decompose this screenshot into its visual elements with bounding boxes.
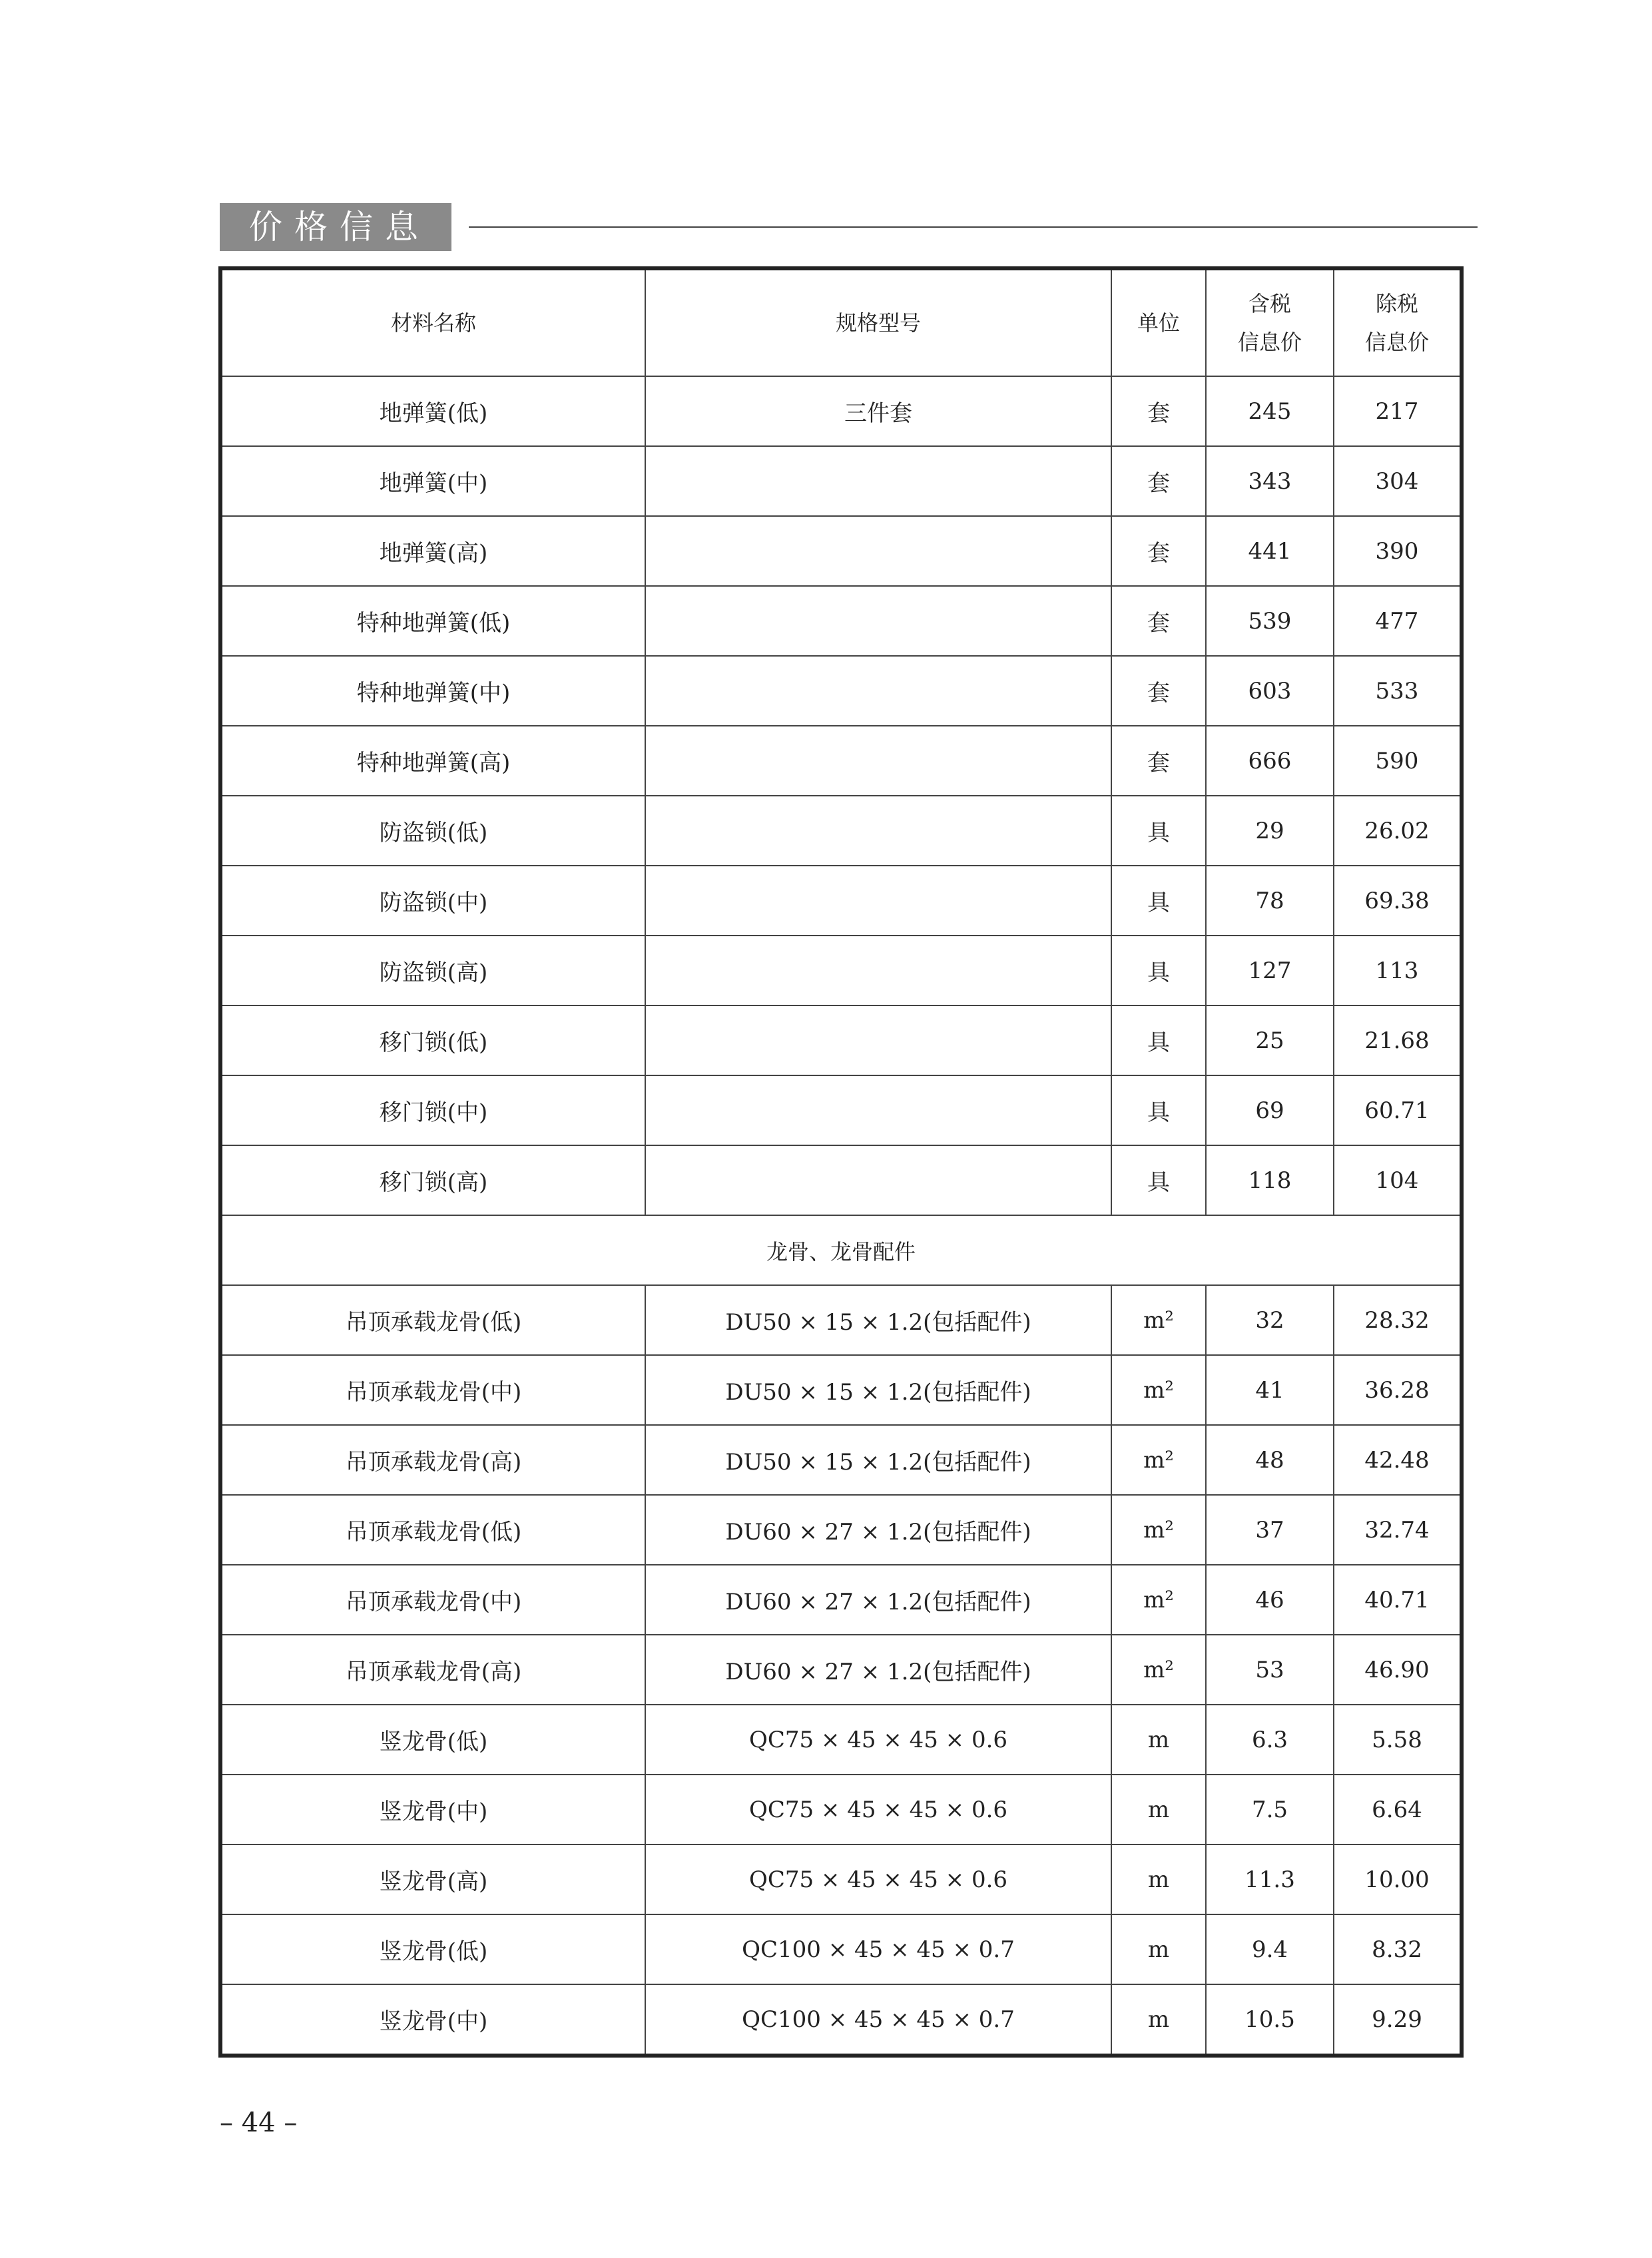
- cell-price-tax: 25: [1206, 1005, 1334, 1075]
- cell-price-tax: 118: [1206, 1145, 1334, 1215]
- cell-price-tax: 78: [1206, 866, 1334, 936]
- cell-price-notax: 533: [1334, 656, 1462, 726]
- cell-name: 竖龙骨(低): [220, 1705, 645, 1775]
- table-row: [220, 1005, 1462, 1075]
- cell-unit: m²: [1111, 1495, 1206, 1565]
- cell-unit: 具: [1111, 1075, 1206, 1145]
- cell-spec: DU50 × 15 × 1.2(包括配件): [645, 1285, 1111, 1355]
- cell-price-tax: 46: [1206, 1565, 1334, 1635]
- table-row: [220, 1635, 1462, 1705]
- cell-name: 移门锁(中): [220, 1075, 645, 1145]
- cell-unit: 套: [1111, 516, 1206, 586]
- cell-price-notax: 590: [1334, 726, 1462, 796]
- cell-price-tax: 32: [1206, 1285, 1334, 1355]
- cell-price-notax: 26.02: [1334, 796, 1462, 866]
- cell-price-notax: 390: [1334, 516, 1462, 586]
- cell-unit: m²: [1111, 1285, 1206, 1355]
- cell-price-tax: 53: [1206, 1635, 1334, 1705]
- cell-unit: 具: [1111, 1005, 1206, 1075]
- table-row: [220, 1285, 1462, 1355]
- cell-spec: [645, 726, 1111, 796]
- table-row: [220, 1705, 1462, 1775]
- cell-name: 防盗锁(中): [220, 866, 645, 936]
- cell-price-tax: 10.5: [1206, 1984, 1334, 2056]
- cell-spec: QC100 × 45 × 45 × 0.7: [645, 1984, 1111, 2056]
- cell-price-notax: 6.64: [1334, 1775, 1462, 1844]
- cell-unit: m²: [1111, 1425, 1206, 1495]
- cell-price-tax: 6.3: [1206, 1705, 1334, 1775]
- cell-unit: m²: [1111, 1355, 1206, 1425]
- cell-spec: DU60 × 27 × 1.2(包括配件): [645, 1635, 1111, 1705]
- table-row: [220, 726, 1462, 796]
- cell-price-notax: 21.68: [1334, 1005, 1462, 1075]
- table-row: [220, 1075, 1462, 1145]
- cell-price-notax: 8.32: [1334, 1914, 1462, 1984]
- column-header-price-notax: 除税 信息价: [1334, 268, 1462, 376]
- cell-name: 特种地弹簧(低): [220, 586, 645, 656]
- cell-spec: [645, 1145, 1111, 1215]
- header-rule: [469, 226, 1478, 228]
- cell-unit: m²: [1111, 1635, 1206, 1705]
- table-row: [220, 866, 1462, 936]
- cell-price-tax: 603: [1206, 656, 1334, 726]
- cell-unit: m: [1111, 1775, 1206, 1844]
- cell-price-tax: 48: [1206, 1425, 1334, 1495]
- cell-spec: [645, 796, 1111, 866]
- cell-unit: 套: [1111, 446, 1206, 516]
- table-header-row: [220, 268, 1462, 376]
- cell-name: 防盗锁(低): [220, 796, 645, 866]
- cell-price-tax: 41: [1206, 1355, 1334, 1425]
- cell-spec: DU50 × 15 × 1.2(包括配件): [645, 1425, 1111, 1495]
- cell-price-tax: 666: [1206, 726, 1334, 796]
- cell-price-tax: 11.3: [1206, 1844, 1334, 1914]
- cell-spec: [645, 1075, 1111, 1145]
- cell-unit: 套: [1111, 586, 1206, 656]
- cell-unit: m: [1111, 1844, 1206, 1914]
- table-row: [220, 1495, 1462, 1565]
- cell-price-tax: 245: [1206, 376, 1334, 446]
- cell-price-notax: 304: [1334, 446, 1462, 516]
- table-row: [220, 446, 1462, 516]
- cell-name: 移门锁(高): [220, 1145, 645, 1215]
- cell-price-tax: 7.5: [1206, 1775, 1334, 1844]
- cell-spec: DU50 × 15 × 1.2(包括配件): [645, 1355, 1111, 1425]
- cell-price-tax: 9.4: [1206, 1914, 1334, 1984]
- table-row: [220, 1775, 1462, 1844]
- cell-spec: 三件套: [645, 376, 1111, 446]
- cell-name: 竖龙骨(中): [220, 1984, 645, 2056]
- table-row: [220, 1145, 1462, 1215]
- cell-name: 吊顶承载龙骨(中): [220, 1565, 645, 1635]
- cell-price-notax: 32.74: [1334, 1495, 1462, 1565]
- table-row: [220, 936, 1462, 1005]
- cell-price-notax: 69.38: [1334, 866, 1462, 936]
- cell-name: 防盗锁(高): [220, 936, 645, 1005]
- cell-unit: 具: [1111, 866, 1206, 936]
- cell-unit: m: [1111, 1914, 1206, 1984]
- cell-name: 吊顶承载龙骨(中): [220, 1355, 645, 1425]
- cell-name: 竖龙骨(中): [220, 1775, 645, 1844]
- cell-spec: QC100 × 45 × 45 × 0.7: [645, 1914, 1111, 1984]
- table-section-row: [220, 1215, 1462, 1285]
- table-body: [220, 376, 1462, 2056]
- cell-unit: 套: [1111, 376, 1206, 446]
- cell-name: 竖龙骨(低): [220, 1914, 645, 1984]
- cell-price-tax: 29: [1206, 796, 1334, 866]
- table-row: [220, 1565, 1462, 1635]
- cell-name: 吊顶承载龙骨(高): [220, 1635, 645, 1705]
- cell-price-notax: 46.90: [1334, 1635, 1462, 1705]
- cell-name: 竖龙骨(高): [220, 1844, 645, 1914]
- price-table: [218, 266, 1464, 2058]
- cell-name: 地弹簧(低): [220, 376, 645, 446]
- cell-price-tax: 69: [1206, 1075, 1334, 1145]
- cell-spec: QC75 × 45 × 45 × 0.6: [645, 1705, 1111, 1775]
- cell-price-notax: 36.28: [1334, 1355, 1462, 1425]
- cell-spec: [645, 866, 1111, 936]
- cell-price-notax: 113: [1334, 936, 1462, 1005]
- cell-name: 地弹簧(中): [220, 446, 645, 516]
- cell-spec: DU60 × 27 × 1.2(包括配件): [645, 1565, 1111, 1635]
- cell-spec: QC75 × 45 × 45 × 0.6: [645, 1775, 1111, 1844]
- column-header-name: 材料名称: [220, 268, 645, 376]
- cell-name: 移门锁(低): [220, 1005, 645, 1075]
- table-row: [220, 796, 1462, 866]
- cell-price-notax: 40.71: [1334, 1565, 1462, 1635]
- cell-price-tax: 539: [1206, 586, 1334, 656]
- cell-name: 吊顶承载龙骨(高): [220, 1425, 645, 1495]
- table-row: [220, 1425, 1462, 1495]
- cell-name: 特种地弹簧(高): [220, 726, 645, 796]
- table-row: [220, 1984, 1462, 2056]
- cell-price-tax: 37: [1206, 1495, 1334, 1565]
- cell-unit: 具: [1111, 936, 1206, 1005]
- cell-price-tax: 441: [1206, 516, 1334, 586]
- section-label: 龙骨、龙骨配件: [220, 1215, 1462, 1285]
- cell-price-notax: 60.71: [1334, 1075, 1462, 1145]
- page-number: – 44 –: [220, 2108, 298, 2138]
- cell-spec: [645, 1005, 1111, 1075]
- table-row: [220, 516, 1462, 586]
- cell-spec: [645, 516, 1111, 586]
- cell-unit: 具: [1111, 796, 1206, 866]
- cell-price-tax: 343: [1206, 446, 1334, 516]
- section-header: [220, 203, 1478, 251]
- table-row: [220, 376, 1462, 446]
- cell-price-notax: 5.58: [1334, 1705, 1462, 1775]
- table-row: [220, 586, 1462, 656]
- column-header-spec: 规格型号: [645, 268, 1111, 376]
- cell-name: 特种地弹簧(中): [220, 656, 645, 726]
- table-row: [220, 1355, 1462, 1425]
- cell-name: 地弹簧(高): [220, 516, 645, 586]
- section-title: 价格信息: [220, 203, 451, 251]
- cell-spec: [645, 936, 1111, 1005]
- cell-price-notax: 104: [1334, 1145, 1462, 1215]
- cell-spec: QC75 × 45 × 45 × 0.6: [645, 1844, 1111, 1914]
- cell-price-notax: 10.00: [1334, 1844, 1462, 1914]
- table-row: [220, 1914, 1462, 1984]
- cell-spec: [645, 656, 1111, 726]
- cell-spec: [645, 586, 1111, 656]
- cell-unit: m: [1111, 1705, 1206, 1775]
- column-header-unit: 单位: [1111, 268, 1206, 376]
- cell-price-notax: 9.29: [1334, 1984, 1462, 2056]
- cell-unit: 具: [1111, 1145, 1206, 1215]
- cell-name: 吊顶承载龙骨(低): [220, 1495, 645, 1565]
- cell-price-notax: 217: [1334, 376, 1462, 446]
- cell-unit: 套: [1111, 726, 1206, 796]
- cell-unit: m²: [1111, 1565, 1206, 1635]
- cell-unit: m: [1111, 1984, 1206, 2056]
- table-row: [220, 1844, 1462, 1914]
- cell-name: 吊顶承载龙骨(低): [220, 1285, 645, 1355]
- cell-price-notax: 42.48: [1334, 1425, 1462, 1495]
- cell-price-notax: 28.32: [1334, 1285, 1462, 1355]
- cell-spec: [645, 446, 1111, 516]
- cell-spec: DU60 × 27 × 1.2(包括配件): [645, 1495, 1111, 1565]
- table-row: [220, 656, 1462, 726]
- column-header-price-tax: 含税 信息价: [1206, 268, 1334, 376]
- cell-price-notax: 477: [1334, 586, 1462, 656]
- cell-price-tax: 127: [1206, 936, 1334, 1005]
- cell-unit: 套: [1111, 656, 1206, 726]
